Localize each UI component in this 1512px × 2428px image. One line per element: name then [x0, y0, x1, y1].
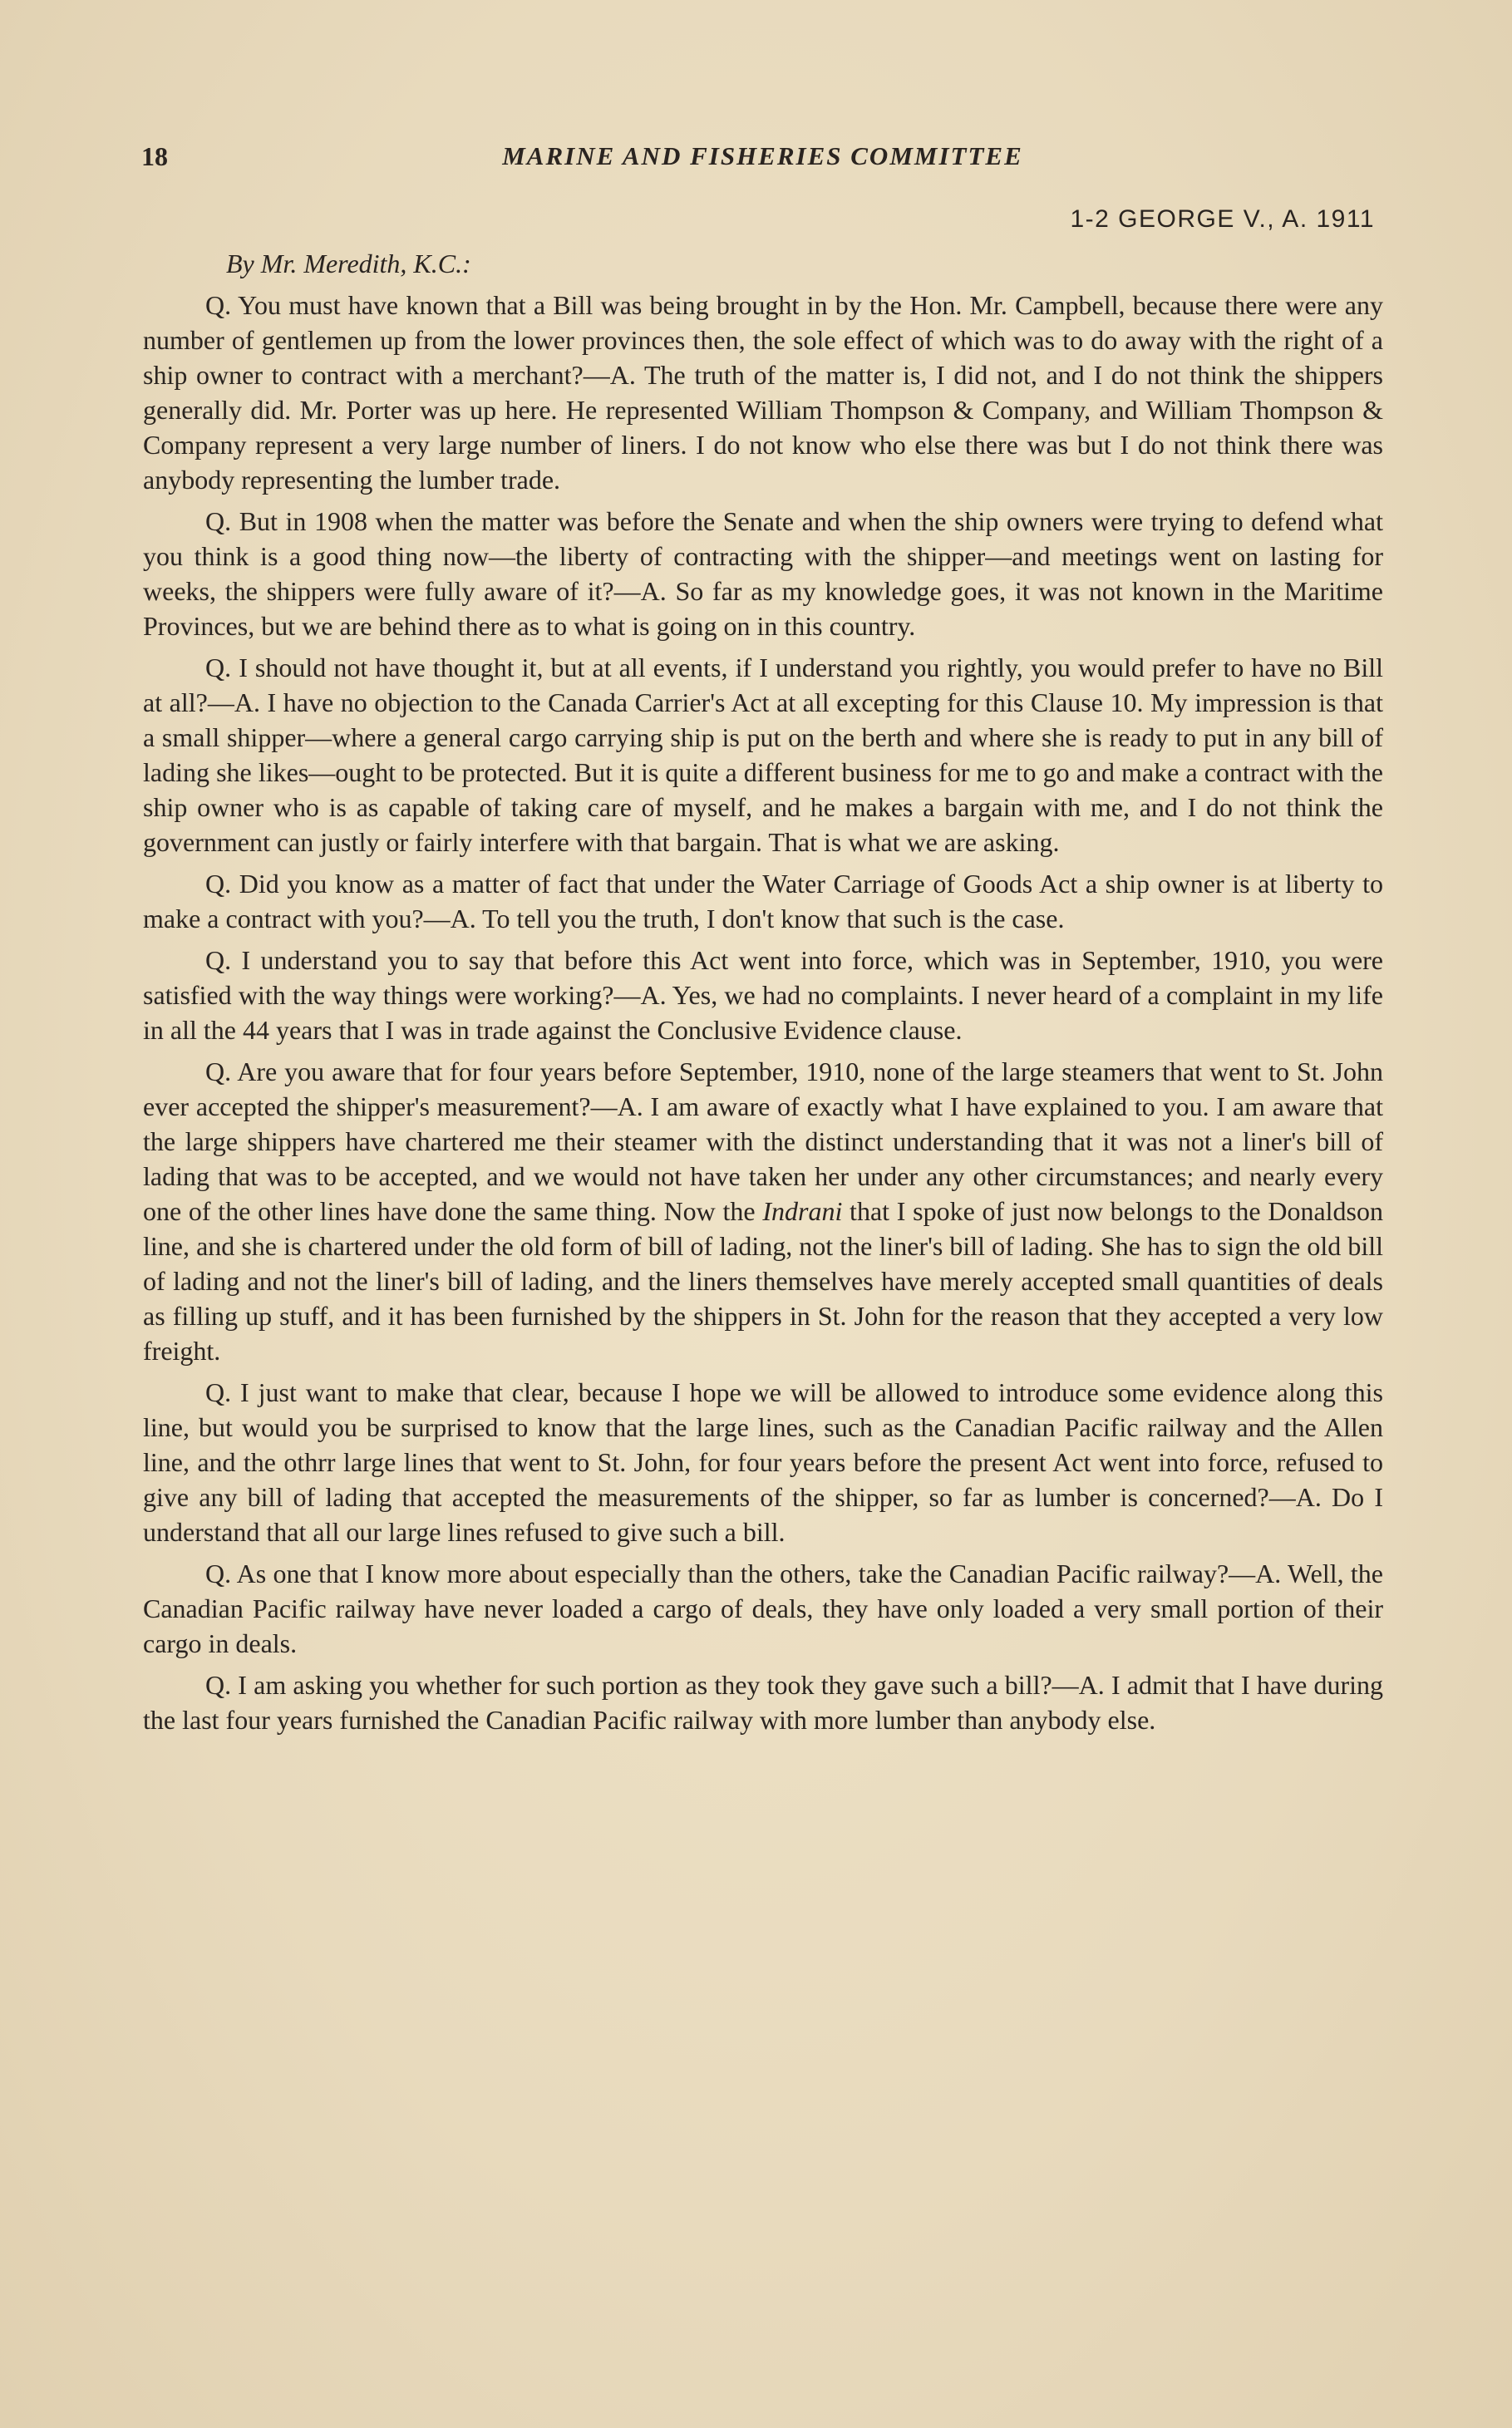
paragraph-6 [143, 1054, 1383, 1368]
paragraph-4: Q. Did you know as a matter of fact that under the Water Carriage of Goods Act a ship owner is at liberty to make a contract with you?—A. To tell you the truth, I don't know that such is the case. [143, 869, 1383, 933]
paragraph-5: Q. I understand you to say that before this Act went into force, which was in September, 1910, you were satisfied with the way things were working?—A. Yes, we had no complaints. I never heard of a complaint in my life in all the 44 years that I was in trade against the Conclusive Evidence clause. [143, 945, 1383, 1045]
paragraph-9: Q. I am asking you whether for such portion as they took they gave such a bill?—A. I admit that I have during the last four years furnished the Canadian Pacific railway with more lumber than anybody else. [143, 1670, 1383, 1735]
paragraph-1: Q. You must have known that a Bill was being brought in by the Hon. Mr. Campbell, because there were any number of gentlemen up from the lower provinces then, the sole effect of which was to do away with the right of a ship owner to contract with a merchant?—A. The truth of the matter is, I did not, and I do not think the shippers generally did. Mr. Porter was up here. He represented William Thompson & Company, and William Thompson & Company represent a very large number of liners. I do not know who else there was but I do not think there was anybody representing the lumber trade. [143, 290, 1383, 495]
paragraph-6-text-before: Q. Are you aware that for four years before September, 1910, none of the large steamers that went to St. John ever accepted the shipper's measurement?—A. I am aware of exactly what I have explained to you. I am aware that the large shippers have chartered me their steamer with the distinct understanding that it was not a liner's bill of lading that was to be accepted, and we would not have taken her under any other circumstances; and nearly every one of the other lines have done the same thing. Now the [143, 1056, 1383, 1226]
page-header [141, 140, 1384, 173]
ship-name-indrani: Indrani [762, 1196, 843, 1226]
running-title: MARINE AND FISHERIES COMMITTEE [502, 141, 1023, 170]
paragraph-8: Q. As one that I know more about especially than the others, take the Canadian Pacific railway?—A. Well, the Canadian Pacific railway have never loaded a cargo of deals, they have only loaded a very small portion of their cargo in deals. [143, 1559, 1383, 1658]
paragraph-3: Q. I should not have thought it, but at all events, if I understand you rightly, you would prefer to have no Bill at all?—A. I have no objection to the Canada Carrier's Act at all excepting for this Clause 10. My impression is that a small shipper—where a general cargo carrying ship is put on the berth and where she is ready to put in any bill of lading she likes—ought to be protected. But it is quite a different business for me to go and make a contract with the ship owner who is as capable of taking care of myself, and he makes a bargain with me, and I do not think the government can justly or fairly interfere with that bargain. That is what we are asking. [143, 653, 1383, 857]
paragraph-2: Q. But in 1908 when the matter was before the Senate and when the ship owners were trying to defend what you think is a good thing now—the liberty of contracting with the shipper—and meetings went on lasting for weeks, the shippers were fully aware of it?—A. So far as my knowledge goes, it was not known in the Maritime Provinces, but we are behind there as to what is going on in this country. [143, 506, 1383, 641]
examiner-heading: By Mr. Meredith, K.C.: [226, 249, 471, 278]
session-reference: 1-2 GEORGE V., A. 1911 [1070, 205, 1375, 233]
page-number: 18 [141, 141, 168, 171]
paragraph-7: Q. I just want to make that clear, because I hope we will be allowed to introduce some evidence along this line, but would you be surprised to know that the large lines, such as the Canadian Pacific railway and the Allen line, and the othrr large lines that went to St. John, for four years before the present Act went into force, refused to give any bill of lading that accepted the measurements of the shipper, so far as lumber is concerned?—A. Do I understand that all our large lines refused to give such a bill. [143, 1377, 1383, 1547]
paragraph-6-text-after: that I spoke of just now belongs to the Donaldson line, and she is chartered under the old form of bill of lading, not the liner's bill of lading. She has to sign the old bill of lading and not the liner's bill of lading, and the liners themselves have merely accepted small quantities of deals as filling up stuff, and it has been furnished by the shippers in St. John for the reason that they accepted a very low freight. [143, 1196, 1384, 1366]
document-body [143, 246, 1383, 1744]
